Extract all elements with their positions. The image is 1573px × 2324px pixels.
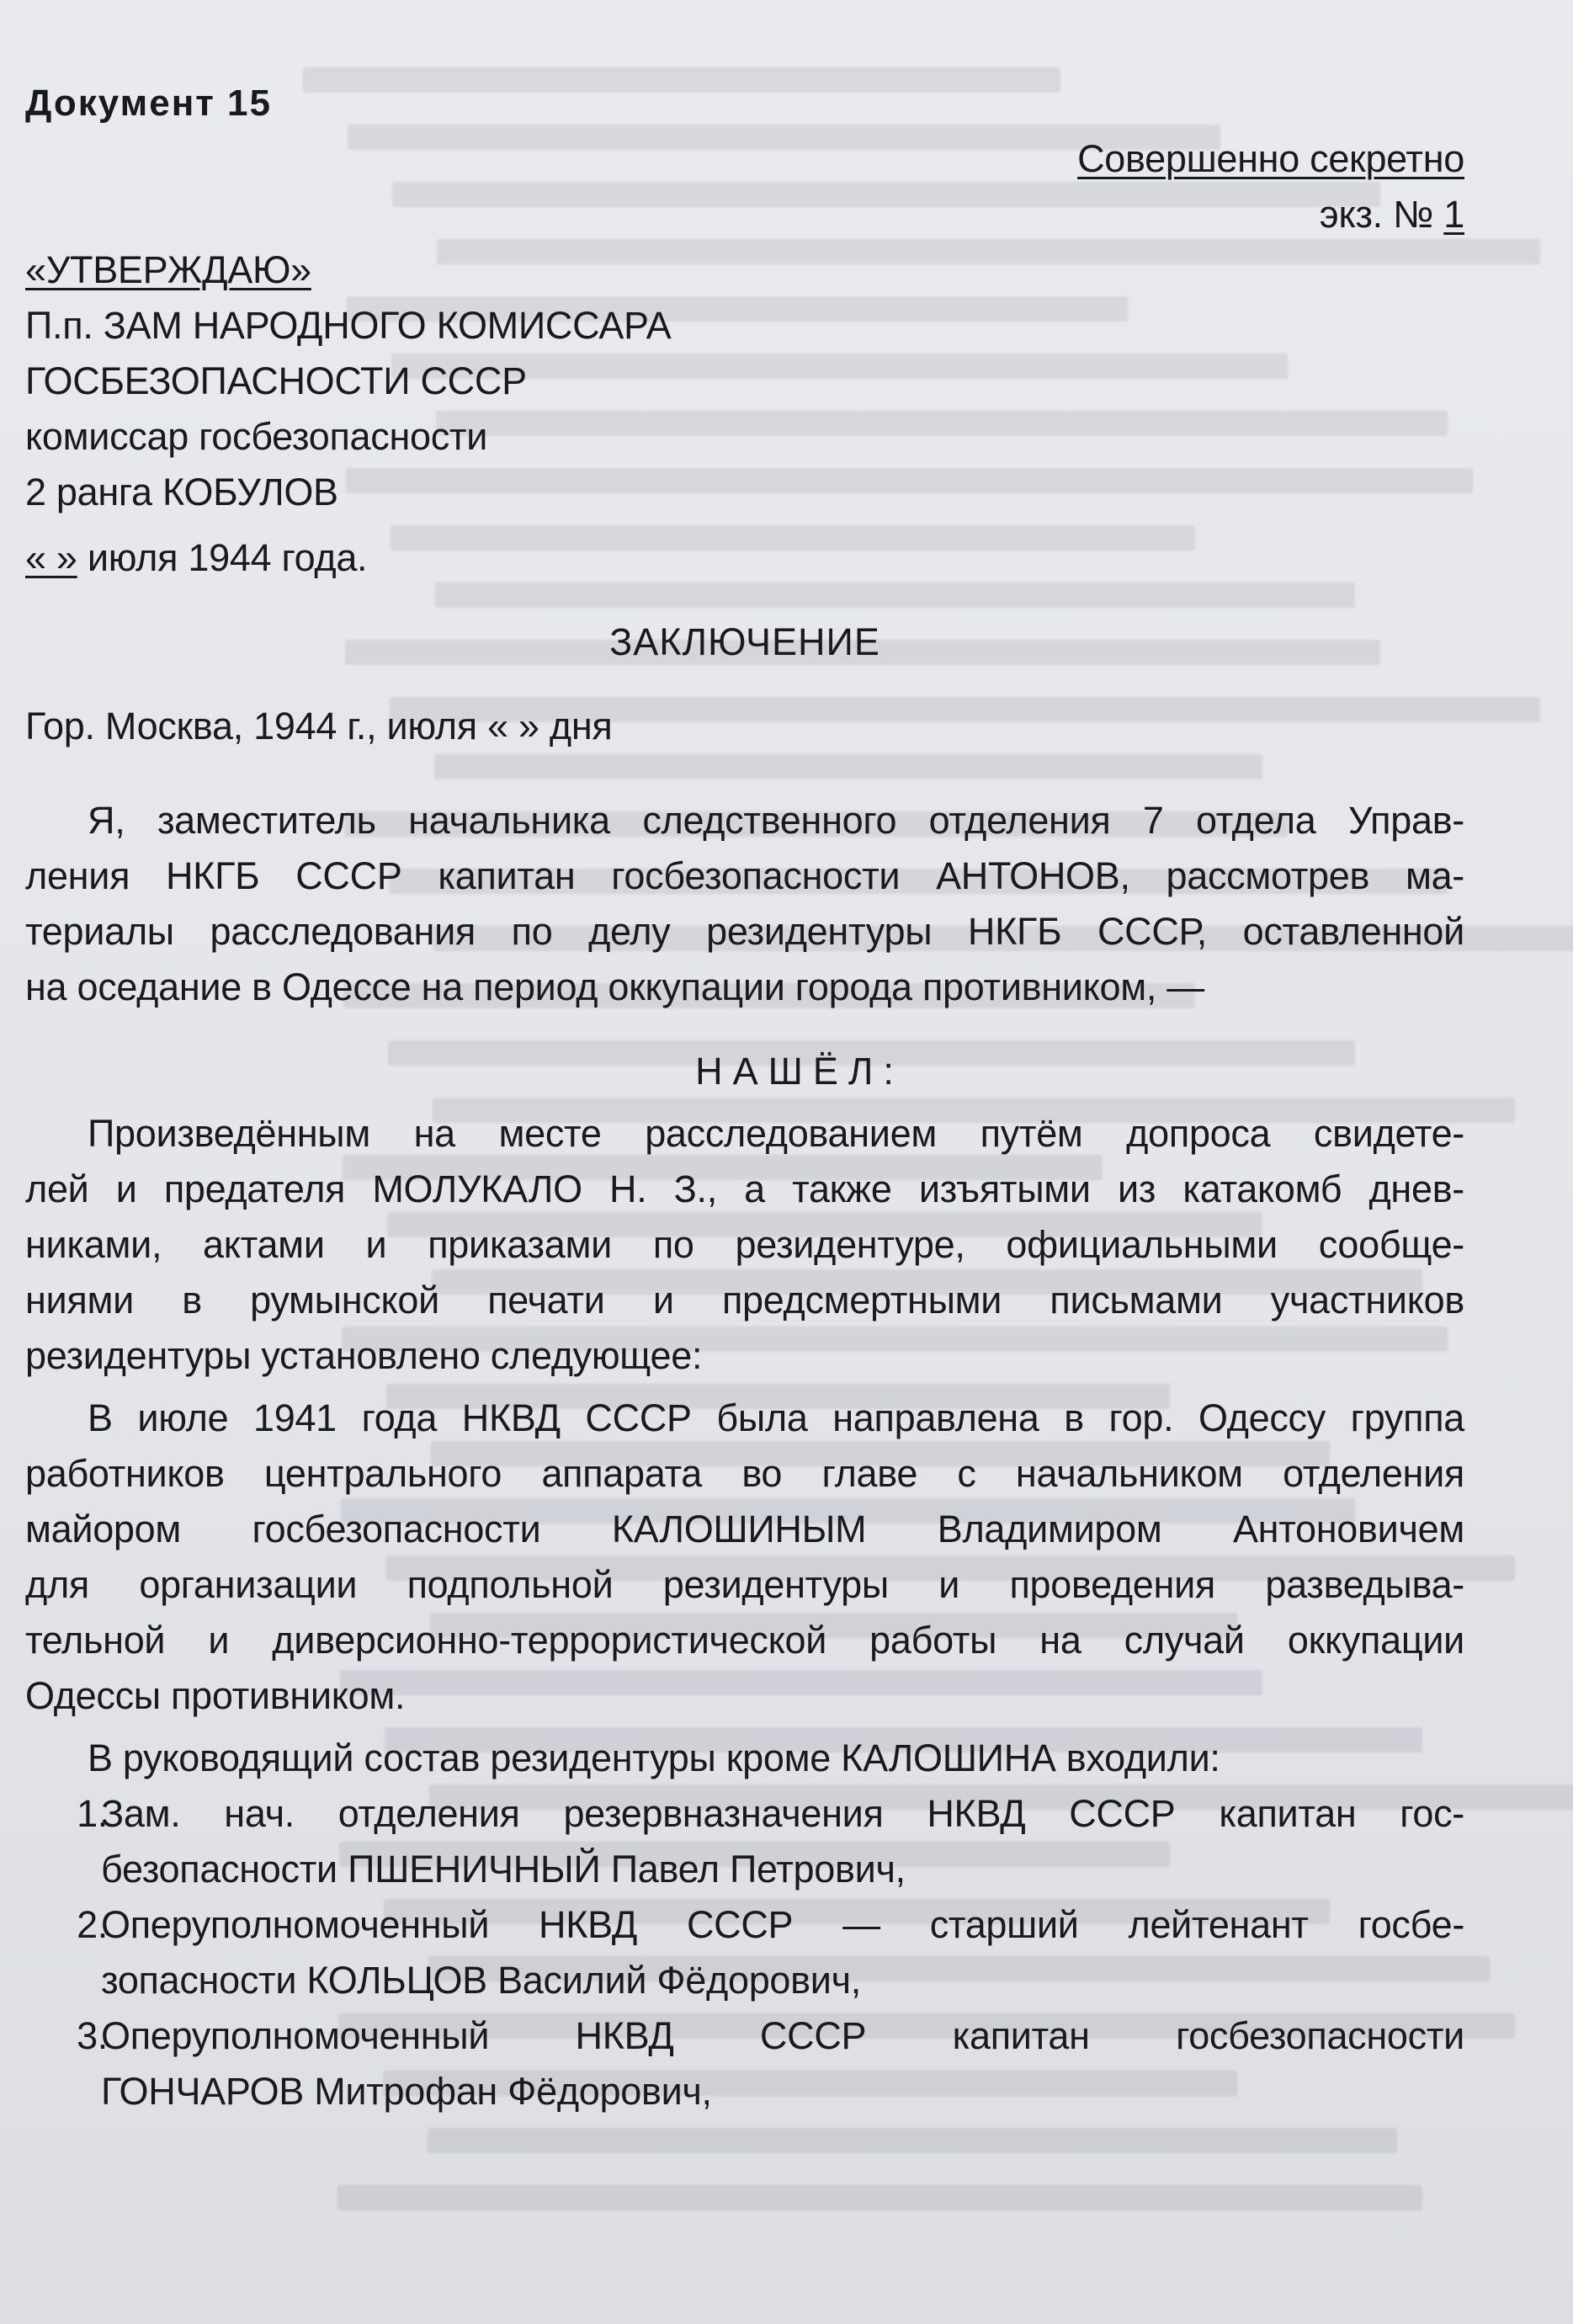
- list-item: [25, 1897, 1464, 2008]
- classification-label: Совершенно секретно: [1077, 137, 1464, 180]
- approve-word: «УТВЕРЖДАЮ»: [25, 248, 311, 291]
- document-number: Документ 15: [25, 82, 272, 124]
- copy-number: 1: [1443, 193, 1464, 236]
- approval-line-1: П.п. ЗАМ НАРОДНОГО КОМИССАРА: [25, 304, 672, 347]
- header-block: [25, 76, 1464, 236]
- list-item: [25, 2008, 1464, 2119]
- approval-date-blank: « »: [25, 536, 77, 579]
- intro-line: Я, заместитель начальника следственного отделения 7 отдела Управ-: [88, 799, 1464, 842]
- findings-line: никами, актами и приказами по резидентуре, официальными сообще-: [25, 1223, 1464, 1266]
- list-item-number: 2.: [77, 1903, 108, 1946]
- july-line: Одессы противником.: [25, 1674, 406, 1717]
- approval-line-2: ГОСБЕЗОПАСНОСТИ СССР: [25, 359, 527, 402]
- intro-paragraph: [25, 793, 1464, 1015]
- leadership-list: [25, 1786, 1464, 2119]
- findings-line: резидентуры установлено следующее:: [25, 1334, 703, 1377]
- findings-paragraph: [25, 1106, 1464, 1384]
- july-line: работников центрального аппарата во главе с начальником отделения: [25, 1452, 1464, 1495]
- list-item-number: 3.: [77, 2014, 108, 2057]
- list-item-line: безопасности ПШЕНИЧНЫЙ Павел Петрович,: [101, 1848, 906, 1891]
- findings-line: Произведённым на месте расследованием путём допроса свидете-: [88, 1112, 1464, 1155]
- approval-date: [25, 530, 1464, 586]
- copy-number-label: [1320, 187, 1464, 242]
- document-title: ЗАКЛЮЧЕНИЕ: [609, 620, 880, 663]
- july-line: майором госбезопасности КАЛОШИНЫМ Владимиром Антоновичем: [25, 1508, 1464, 1550]
- intro-line: териалы расследования по делу резидентуры НКГБ СССР, оставленной: [25, 910, 1464, 953]
- findings-line: лей и предателя МОЛУКАЛО Н. З., а также изъятыми из катакомб днев-: [25, 1167, 1464, 1210]
- findings-line: ниями в румынской печати и предсмертными письмами участников: [25, 1279, 1464, 1322]
- july-line: В июле 1941 года НКВД СССР была направлена в гор. Одессу группа: [88, 1396, 1464, 1439]
- city-date-line: Гор. Москва, 1944 г., июля « » дня: [25, 705, 613, 747]
- copy-label: экз. №: [1319, 193, 1444, 236]
- list-item-line: ГОНЧАРОВ Митрофан Фёдорович,: [101, 2070, 712, 2113]
- july-line: для организации подпольной резидентуры и проведения разведыва-: [25, 1563, 1464, 1606]
- approval-date-rest: июля 1944 года.: [77, 536, 368, 579]
- found-heading: НАШЁЛ:: [695, 1050, 904, 1093]
- list-item-line: Зам. нач. отделения резервназначения НКВД СССР капитан гос-: [101, 1792, 1464, 1835]
- approval-block: [25, 242, 1464, 586]
- bleed-through-line: [428, 2128, 1397, 2153]
- intro-line: на оседание в Одессе на период оккупации города противником, —: [25, 965, 1205, 1008]
- list-item-line: Оперуполномоченный НКВД СССР капитан госбезопасности: [101, 2014, 1464, 2057]
- bleed-through-line: [337, 2185, 1422, 2210]
- july-paragraph: [25, 1391, 1464, 1724]
- leadership-intro: В руководящий состав резидентуры кроме КАЛОШИНА входили:: [88, 1736, 1220, 1779]
- list-item-line: Оперуполномоченный НКВД СССР — старший лейтенант госбе-: [101, 1903, 1464, 1946]
- approval-line-3: комиссар госбезопасности: [25, 415, 488, 458]
- list-item: [25, 1786, 1464, 1897]
- document-body: [25, 76, 1464, 2119]
- july-line: тельной и диверсионно-террористической работы на случай оккупации: [25, 1619, 1464, 1662]
- list-item-line: зопасности КОЛЬЦОВ Василий Фёдорович,: [101, 1959, 861, 2002]
- list-item-number: 1.: [77, 1792, 108, 1835]
- approval-line-4: 2 ранга КОБУЛОВ: [25, 471, 338, 513]
- intro-line: ления НКГБ СССР капитан госбезопасности АНТОНОВ, рассмотрев ма-: [25, 854, 1464, 897]
